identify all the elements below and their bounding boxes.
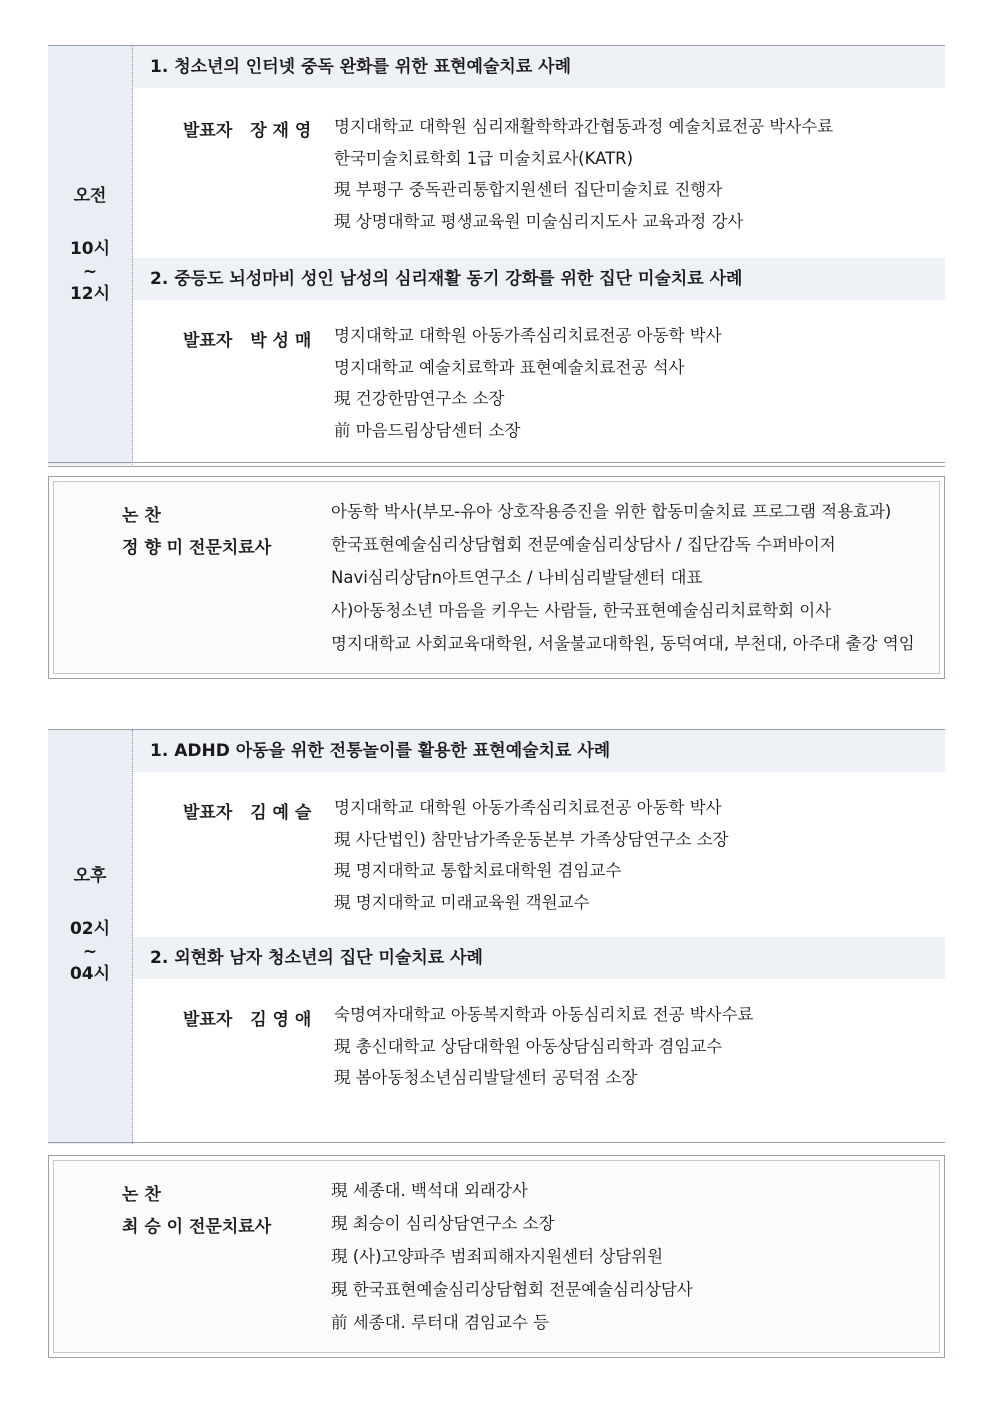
discussant-heading: 논 찬 <box>122 1185 161 1205</box>
morning-period: 오전 <box>73 186 107 206</box>
bio-line: 現 명지대학교 미래교육원 객원교수 <box>334 892 590 912</box>
afternoon-talk-2-presenter <box>183 1005 311 1030</box>
presenter-name: 박 성 매 <box>250 331 312 351</box>
bio-line: 現 명지대학교 통합치료대학원 겸임교수 <box>334 861 622 880</box>
bio-line: 前 세종대. 루터대 겸임교수 등 <box>331 1313 550 1332</box>
bio-line: 아동학 박사(부모-유아 상호작용증진을 위한 합동미술치료 프로그램 적용효과) <box>331 502 892 521</box>
afternoon-discussant-bio <box>331 1174 693 1339</box>
bio-line: 한국미술치료학회 1급 미술치료사(KATR) <box>334 148 634 168</box>
bio-line: 명지대학교 사회교육대학원, 서울불교대학원, 동덕여대, 부천대, 아주대 출강 역임 <box>331 634 915 653</box>
morning-start-time: 10시 <box>69 239 111 260</box>
afternoon-time-sep: ~ <box>82 942 98 963</box>
discussant-heading: 논 찬 <box>122 506 161 526</box>
morning-session <box>48 45 945 465</box>
afternoon-talk-2-title: 2. 외현화 남자 청소년의 집단 미술치료 사례 <box>133 937 945 979</box>
bio-line: 한국표현예술심리상담협회 전문예술심리상담사 / 집단감독 수퍼바이저 <box>331 535 836 554</box>
bio-line: 現 건강한맘연구소 소장 <box>334 389 505 408</box>
bio-line: 現 부평구 중독관리통합지원센터 집단미술치료 진행자 <box>334 180 723 199</box>
bio-line: 現 총신대학교 상담대학원 아동상담심리학과 겸임교수 <box>334 1036 723 1056</box>
morning-discussant-label <box>122 501 271 564</box>
bio-line: 명지대학교 대학원 아동가족심리치료전공 아동학 박사 <box>334 798 722 817</box>
bio-line: 숙명여자대학교 아동복지학과 아동심리치료 전공 박사수료 <box>334 1005 754 1024</box>
presenter-name: 장 재 영 <box>250 121 312 141</box>
presenter-label: 발표자 <box>183 331 233 351</box>
morning-talk-1-title: 1. 청소년의 인터넷 중독 완화를 위한 표현예술치료 사례 <box>133 46 945 88</box>
bio-line: 사)아동청소년 마음을 키우는 사람들, 한국표현예술심리치료학회 이사 <box>331 601 832 620</box>
afternoon-talk-2-bio <box>334 999 753 1094</box>
bio-line: 現 세종대. 백석대 외래강사 <box>331 1181 528 1200</box>
morning-time <box>48 183 132 309</box>
morning-time-sep: ~ <box>82 262 98 283</box>
bio-line: Navi심리상담n아트연구소 / 나비심리발달센터 대표 <box>331 568 703 587</box>
presenter-name: 김 영 애 <box>250 1010 312 1030</box>
bio-line: 現 상명대학교 평생교육원 미술심리지도사 교육과정 강사 <box>334 211 744 231</box>
morning-talk-1-bio <box>334 111 833 237</box>
afternoon-talk-1-bio <box>334 792 729 918</box>
afternoon-talk-1-title: 1. ADHD 아동을 위한 전통놀이를 활용한 표현예술치료 사례 <box>133 730 945 772</box>
presenter-label: 발표자 <box>183 803 233 823</box>
afternoon-talk-1-presenter <box>183 798 311 823</box>
morning-talk-2-title: 2. 중등도 뇌성마비 성인 남성의 심리재활 동기 강화를 위한 집단 미술치료 사례 <box>133 258 945 300</box>
morning-talk-1-presenter <box>183 116 311 141</box>
morning-talk-2-presenter <box>183 326 311 351</box>
discussant-name: 최 승 이 전문치료사 <box>122 1216 272 1237</box>
afternoon-time <box>48 863 132 989</box>
bio-line: 前 마음드림상담센터 소장 <box>334 420 521 440</box>
bio-line: 現 봄아동청소년심리발달센터 공덕점 소장 <box>334 1068 638 1087</box>
morning-discussant-bio <box>331 495 915 660</box>
afternoon-end-time: 04시 <box>69 964 111 985</box>
bio-line: 現 (사)고양파주 범죄피해자지원센터 상담위원 <box>331 1247 664 1266</box>
bio-line: 現 최승이 심리상담연구소 소장 <box>331 1214 555 1233</box>
afternoon-discussant-label <box>122 1180 271 1243</box>
bio-line: 現 사단법인) 참만남가족운동본부 가족상담연구소 소장 <box>334 829 729 849</box>
presenter-name: 김 예 슬 <box>250 803 312 823</box>
bio-line: 現 한국표현예술심리상담협회 전문예술심리상담사 <box>331 1280 693 1299</box>
presenter-label: 발표자 <box>183 121 233 141</box>
morning-session-divider <box>48 462 945 467</box>
bio-line: 명지대학교 대학원 아동가족심리치료전공 아동학 박사 <box>334 326 722 345</box>
afternoon-start-time: 02시 <box>69 919 111 940</box>
afternoon-session-divider <box>48 1142 945 1143</box>
afternoon-session <box>48 729 945 1144</box>
presenter-label: 발표자 <box>183 1010 233 1030</box>
morning-talk-2-bio <box>334 320 722 446</box>
bio-line: 명지대학교 예술치료학과 표현예술치료전공 석사 <box>334 357 685 377</box>
afternoon-period: 오후 <box>73 866 107 886</box>
morning-end-time: 12시 <box>69 284 111 305</box>
discussant-name: 정 향 미 전문치료사 <box>122 537 272 558</box>
morning-discussant-box <box>48 476 945 679</box>
bio-line: 명지대학교 대학원 심리재활학학과간협동과정 예술치료전공 박사수료 <box>334 117 834 136</box>
afternoon-discussant-box <box>48 1155 945 1358</box>
